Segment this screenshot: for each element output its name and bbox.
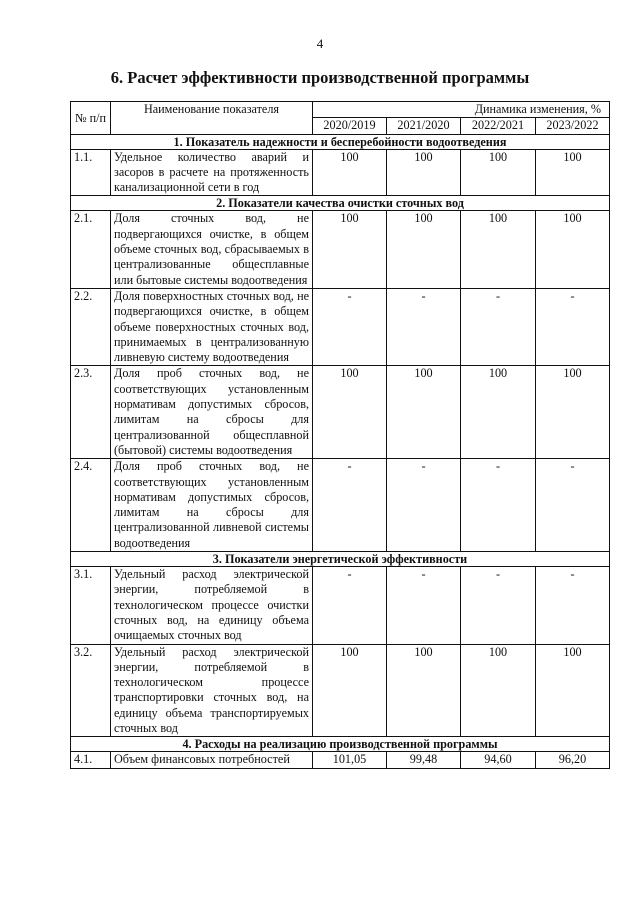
table-row	[71, 459, 610, 552]
section-title: 2. Показатели качества очистки сточных вод	[71, 196, 610, 211]
dynamics-value: 100	[461, 149, 536, 196]
dynamics-value: -	[313, 288, 387, 365]
table-row	[71, 366, 610, 459]
indicator-name: Удельное количество аварий и засоров в расчете на протяженность канализационной сети в год	[111, 149, 313, 196]
header-year-cell: 2020/2019	[313, 118, 387, 134]
row-number: 3.1.	[71, 567, 111, 644]
row-number: 2.1.	[71, 211, 111, 288]
section-title: 4. Расходы на реализацию производственной программы	[71, 737, 610, 752]
dynamics-value: 100	[536, 149, 610, 196]
header-year-cell: 2021/2020	[387, 118, 461, 134]
header-year-cell: 2023/2022	[536, 118, 610, 134]
dynamics-value: 100	[387, 366, 461, 459]
indicator-name: Доля проб сточных вод, не соответствующих установленным нормативам допустимых сбросов, лимитам на сбросы для централизованной общесплавной (бытовой) системы водоотведения	[111, 366, 313, 459]
dynamics-value: -	[387, 288, 461, 365]
dynamics-value: 100	[313, 211, 387, 288]
table-row	[71, 211, 610, 288]
dynamics-value: 100	[536, 366, 610, 459]
efficiency-table	[70, 101, 610, 769]
table-row	[71, 288, 610, 365]
header-num-cell: № п/п	[71, 102, 111, 135]
table-row	[71, 567, 610, 644]
header-name-cell: Наименование показателя	[111, 102, 313, 135]
section-title: 1. Показатель надежности и бесперебойности водоотведения	[71, 134, 610, 149]
dynamics-value: 94,60	[461, 752, 536, 768]
row-number: 2.2.	[71, 288, 111, 365]
row-number: 1.1.	[71, 149, 111, 196]
row-number: 2.4.	[71, 459, 111, 552]
dynamics-value: -	[387, 567, 461, 644]
header-row-top	[71, 102, 610, 118]
dynamics-value: 100	[387, 211, 461, 288]
indicator-name: Удельный расход электрической энергии, потребляемой в технологическом процессе транспортировки сточных вод, на единицу объема транспортируемых сточных вод	[111, 644, 313, 737]
dynamics-value: 100	[461, 366, 536, 459]
dynamics-value: -	[461, 567, 536, 644]
dynamics-value: 100	[313, 366, 387, 459]
dynamics-value: 100	[536, 211, 610, 288]
section-row	[71, 552, 610, 567]
indicator-name: Доля поверхностных сточных вод, не подвергающихся очистке, в общем объеме поверхностных сточных вод, принимаемых в централизованную ливневую систему водоотведения	[111, 288, 313, 365]
table-row	[71, 644, 610, 737]
dynamics-value: -	[313, 567, 387, 644]
dynamics-value: 100	[536, 644, 610, 737]
header-year-cell: 2022/2021	[461, 118, 536, 134]
page-number: 4	[316, 36, 324, 51]
section-title: 3. Показатели энергетической эффективности	[71, 552, 610, 567]
dynamics-value: -	[536, 459, 610, 552]
table-row	[71, 752, 610, 768]
dynamics-value: 100	[461, 211, 536, 288]
row-number: 3.2.	[71, 644, 111, 737]
dynamics-value: 100	[461, 644, 536, 737]
dynamics-value: 101,05	[313, 752, 387, 768]
dynamics-value: -	[313, 459, 387, 552]
dynamics-value: -	[536, 288, 610, 365]
dynamics-value: 99,48	[387, 752, 461, 768]
table-row	[71, 149, 610, 196]
dynamics-value: -	[536, 567, 610, 644]
indicator-name: Доля сточных вод, не подвергающихся очистке, в общем объеме сточных вод, сбрасываемых в централизованные общесплавные или бытовые системы водоотведения	[111, 211, 313, 288]
section-row	[71, 196, 610, 211]
dynamics-value: 100	[313, 644, 387, 737]
page-title: 6. Расчет эффективности производственной программы	[110, 68, 530, 87]
dynamics-value: -	[461, 459, 536, 552]
header-dynamics-cell: Динамика изменения, %	[313, 102, 610, 118]
dynamics-value: 100	[387, 149, 461, 196]
dynamics-value: 96,20	[536, 752, 610, 768]
row-number: 4.1.	[71, 752, 111, 768]
indicator-name: Доля проб сточных вод, не соответствующих установленным нормативам допустимых сбросов, лимитам на сбросы для централизованной ливневой системы водоотведения	[111, 459, 313, 552]
indicator-name: Объем финансовых потребностей	[111, 752, 313, 768]
section-row	[71, 737, 610, 752]
dynamics-value: 100	[387, 644, 461, 737]
section-row	[71, 134, 610, 149]
row-number: 2.3.	[71, 366, 111, 459]
dynamics-value: -	[387, 459, 461, 552]
dynamics-value: -	[461, 288, 536, 365]
indicator-name: Удельный расход электрической энергии, потребляемой в технологическом процессе очистки сточных вод, на единицу объема очищаемых сточных вод	[111, 567, 313, 644]
dynamics-value: 100	[313, 149, 387, 196]
